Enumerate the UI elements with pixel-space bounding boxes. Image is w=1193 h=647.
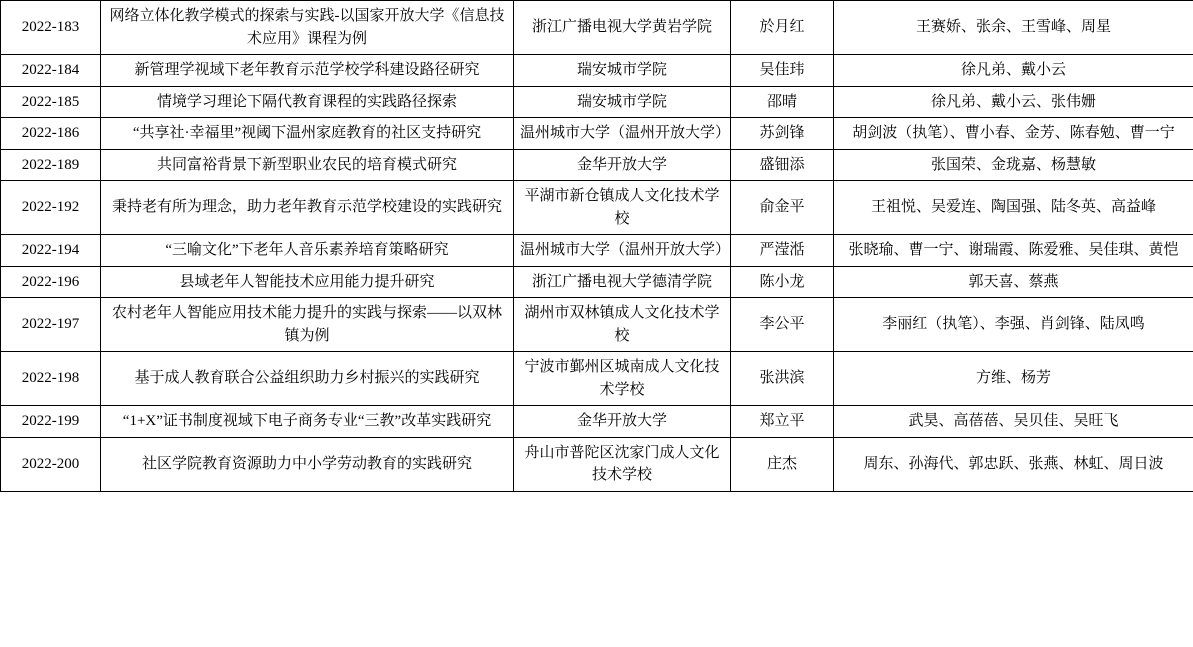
cell-leader: 吴佳玮 <box>731 55 834 87</box>
cell-code: 2022-199 <box>1 406 101 438</box>
cell-code: 2022-186 <box>1 118 101 150</box>
cell-code: 2022-192 <box>1 181 101 235</box>
cell-unit: 浙江广播电视大学德清学院 <box>514 266 731 298</box>
cell-title: 社区学院教育资源助力中小学劳动教育的实践研究 <box>101 437 514 491</box>
cell-title: 农村老年人智能应用技术能力提升的实践与探索——以双林镇为例 <box>101 298 514 352</box>
table-row <box>1 118 1193 150</box>
cell-members: 张国荣、金珑嘉、杨慧敏 <box>834 149 1193 181</box>
table-row <box>1 298 1193 352</box>
cell-title: 秉持老有所为理念，助力老年教育示范学校建设的实践研究 <box>101 181 514 235</box>
cell-leader: 邵晴 <box>731 86 834 118</box>
cell-title: 网络立体化教学模式的探索与实践-以国家开放大学《信息技术应用》课程为例 <box>101 1 514 55</box>
table-body <box>1 1 1193 492</box>
cell-leader: 严滢湉 <box>731 235 834 267</box>
cell-members: 徐凡弟、戴小云 <box>834 55 1193 87</box>
table-row <box>1 235 1193 267</box>
cell-title: “1+X”证书制度视域下电子商务专业“三教”改革实践研究 <box>101 406 514 438</box>
cell-unit: 金华开放大学 <box>514 406 731 438</box>
cell-members: 李丽红（执笔）、李强、肖剑锋、陆凤鸣 <box>834 298 1193 352</box>
cell-title: 新管理学视域下老年教育示范学校学科建设路径研究 <box>101 55 514 87</box>
cell-unit: 浙江广播电视大学黄岩学院 <box>514 1 731 55</box>
cell-code: 2022-198 <box>1 352 101 406</box>
cell-unit: 温州城市大学（温州开放大学） <box>514 235 731 267</box>
cell-leader: 於月红 <box>731 1 834 55</box>
cell-unit: 瑞安城市学院 <box>514 55 731 87</box>
cell-leader: 陈小龙 <box>731 266 834 298</box>
cell-title: 共同富裕背景下新型职业农民的培育模式研究 <box>101 149 514 181</box>
cell-code: 2022-194 <box>1 235 101 267</box>
cell-leader: 张洪滨 <box>731 352 834 406</box>
table-row <box>1 1 1193 55</box>
table-row <box>1 437 1193 491</box>
cell-members: 周东、孙海代、郭忠跃、张燕、林虹、周日波 <box>834 437 1193 491</box>
table-row <box>1 181 1193 235</box>
cell-code: 2022-185 <box>1 86 101 118</box>
cell-unit: 湖州市双林镇成人文化技术学校 <box>514 298 731 352</box>
cell-code: 2022-184 <box>1 55 101 87</box>
table-row <box>1 266 1193 298</box>
cell-title: “三喻文化”下老年人音乐素养培育策略研究 <box>101 235 514 267</box>
cell-unit: 舟山市普陀区沈家门成人文化技术学校 <box>514 437 731 491</box>
cell-leader: 郑立平 <box>731 406 834 438</box>
cell-code: 2022-196 <box>1 266 101 298</box>
cell-title: 基于成人教育联合公益组织助力乡村振兴的实践研究 <box>101 352 514 406</box>
table-row <box>1 86 1193 118</box>
table-row <box>1 352 1193 406</box>
cell-leader: 盛钿添 <box>731 149 834 181</box>
table-row <box>1 406 1193 438</box>
cell-code: 2022-183 <box>1 1 101 55</box>
cell-leader: 苏剑锋 <box>731 118 834 150</box>
cell-members: 张晓瑜、曹一宁、谢瑞霞、陈爱雅、吴佳琪、黄恺 <box>834 235 1193 267</box>
cell-leader: 俞金平 <box>731 181 834 235</box>
cell-members: 王赛娇、张余、王雪峰、周星 <box>834 1 1193 55</box>
cell-members: 方维、杨芳 <box>834 352 1193 406</box>
cell-unit: 宁波市鄞州区城南成人文化技术学校 <box>514 352 731 406</box>
table-row <box>1 55 1193 87</box>
cell-members: 徐凡弟、戴小云、张伟姗 <box>834 86 1193 118</box>
cell-code: 2022-189 <box>1 149 101 181</box>
cell-members: 郭天喜、蔡燕 <box>834 266 1193 298</box>
cell-code: 2022-200 <box>1 437 101 491</box>
cell-title: 县域老年人智能技术应用能力提升研究 <box>101 266 514 298</box>
cell-title: “共享社·幸福里”视阈下温州家庭教育的社区支持研究 <box>101 118 514 150</box>
cell-unit: 金华开放大学 <box>514 149 731 181</box>
cell-unit: 瑞安城市学院 <box>514 86 731 118</box>
cell-members: 胡剑波（执笔）、曹小春、金芳、陈春勉、曹一宁 <box>834 118 1193 150</box>
cell-unit: 温州城市大学（温州开放大学） <box>514 118 731 150</box>
cell-members: 武昊、高蓓蓓、吴贝佳、吴旺飞 <box>834 406 1193 438</box>
table-row <box>1 149 1193 181</box>
cell-members: 王祖悦、吴爱连、陶国强、陆冬英、高益峰 <box>834 181 1193 235</box>
cell-unit: 平湖市新仓镇成人文化技术学校 <box>514 181 731 235</box>
cell-leader: 庄杰 <box>731 437 834 491</box>
cell-code: 2022-197 <box>1 298 101 352</box>
cell-leader: 李公平 <box>731 298 834 352</box>
cell-title: 情境学习理论下隔代教育课程的实践路径探索 <box>101 86 514 118</box>
